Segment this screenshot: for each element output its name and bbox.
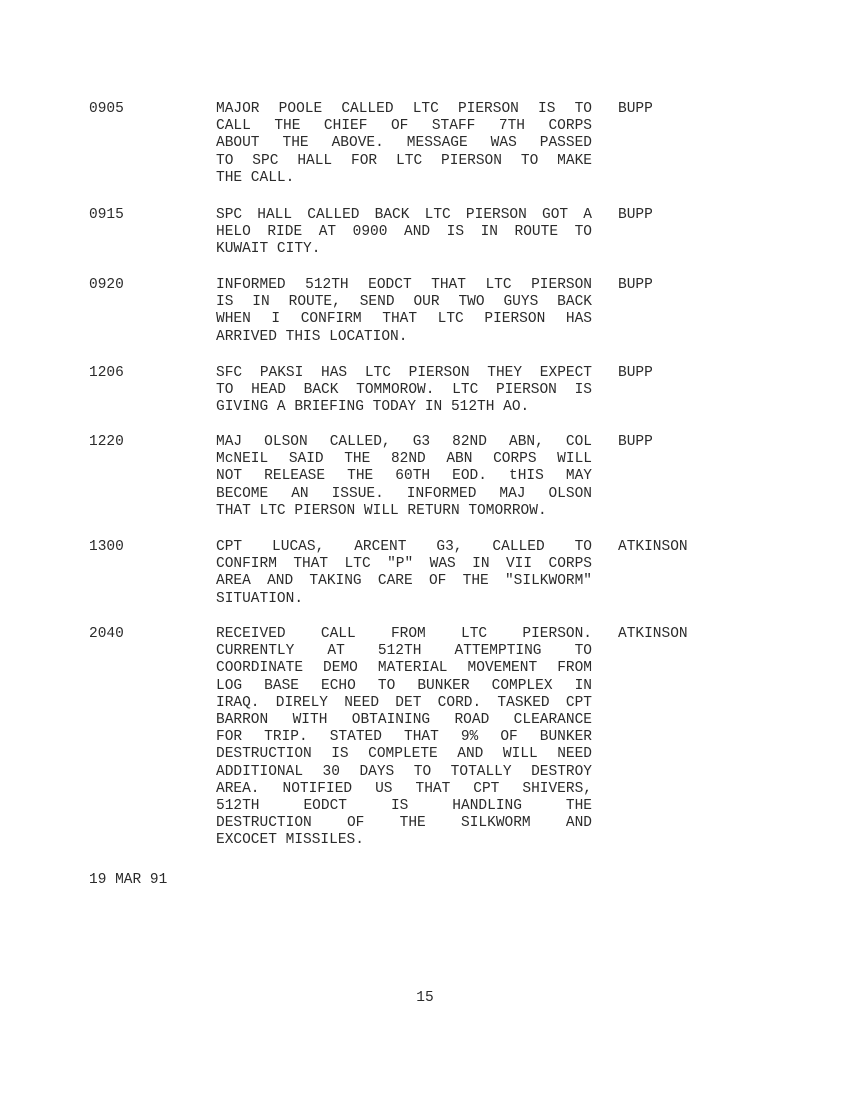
entry-line: MAJOR POOLE CALLED LTC PIERSON IS TO <box>216 101 592 117</box>
entry-line: TO SPC HALL FOR LTC PIERSON TO MAKE <box>216 152 592 169</box>
entry-line: GIVING A BRIEFING TODAY IN 512TH AO. <box>216 399 530 416</box>
entry-text <box>216 277 592 346</box>
entry-line: INFORMED 512TH EODCT THAT LTC PIERSON <box>216 277 592 293</box>
entry-line: ABOUT THE ABOVE. MESSAGE WAS PASSED <box>216 135 592 152</box>
entry-author: BUPP <box>618 365 653 381</box>
entry-line: ADDITIONAL 30 DAYS TO TOTALLY DESTROY <box>216 763 592 780</box>
entry-time: 2040 <box>89 626 124 642</box>
entry-author: BUPP <box>618 207 653 223</box>
entry-line: DESTRUCTION IS COMPLETE AND WILL NEED <box>216 746 592 763</box>
entry-line: CONFIRM THAT LTC "P" WAS IN VII CORPS <box>216 556 592 573</box>
entry-line: THE CALL. <box>216 169 295 186</box>
entry-time: 0915 <box>89 207 124 223</box>
entry-line: 512TH EODCT IS HANDLING THE <box>216 797 592 814</box>
entry-time: 1300 <box>89 539 124 555</box>
entry-line: IS IN ROUTE, SEND OUR TWO GUYS BACK <box>216 294 592 311</box>
entry-author: BUPP <box>618 101 653 117</box>
entry-author: BUPP <box>618 434 653 450</box>
entry-line: SITUATION. <box>216 590 304 607</box>
entry-text <box>216 365 592 417</box>
entry-line: EXCOCET MISSILES. <box>216 832 364 849</box>
entry-line: CALL THE CHIEF OF STAFF 7TH CORPS <box>216 118 592 135</box>
entry-line: NOT RELEASE THE 60TH EOD. tHIS MAY <box>216 468 592 485</box>
page-number: 15 <box>416 990 434 1006</box>
entry-text <box>216 207 592 259</box>
entry-line: IRAQ. DIRELY NEED DET CORD. TASKED CPT <box>216 694 592 711</box>
entry-line: BARRON WITH OBTAINING ROAD CLEARANCE <box>216 711 592 728</box>
entry-line: McNEIL SAID THE 82ND ABN CORPS WILL <box>216 451 592 468</box>
entry-time: 0905 <box>89 101 124 117</box>
entry-line: RECEIVED CALL FROM LTC PIERSON. <box>216 626 592 642</box>
entry-line: ARRIVED THIS LOCATION. <box>216 328 408 345</box>
entry-text <box>216 539 592 608</box>
entry-author: ATKINSON <box>618 626 688 642</box>
entry-line: CURRENTLY AT 512TH ATTEMPTING TO <box>216 643 592 660</box>
footer-date: 19 MAR 91 <box>89 872 168 888</box>
entry-time: 0920 <box>89 277 124 293</box>
entry-line: FOR TRIP. STATED THAT 9% OF BUNKER <box>216 729 592 746</box>
entry-line: DESTRUCTION OF THE SILKWORM AND <box>216 815 592 832</box>
entry-time: 1206 <box>89 365 124 381</box>
entry-line: KUWAIT CITY. <box>216 241 321 258</box>
entry-line: COORDINATE DEMO MATERIAL MOVEMENT FROM <box>216 660 592 677</box>
entry-line: HELO RIDE AT 0900 AND IS IN ROUTE TO <box>216 224 592 241</box>
entry-line: BECOME AN ISSUE. INFORMED MAJ OLSON <box>216 485 592 502</box>
entry-line: SPC HALL CALLED BACK LTC PIERSON GOT A <box>216 207 592 223</box>
entry-author: BUPP <box>618 277 653 293</box>
entry-line: LOG BASE ECHO TO BUNKER COMPLEX IN <box>216 677 592 694</box>
entry-line: MAJ OLSON CALLED, G3 82ND ABN, COL <box>216 434 592 450</box>
entry-line: THAT LTC PIERSON WILL RETURN TOMORROW. <box>216 502 547 519</box>
entry-line: SFC PAKSI HAS LTC PIERSON THEY EXPECT <box>216 365 592 381</box>
entry-text <box>216 626 592 849</box>
entry-author: ATKINSON <box>618 539 688 555</box>
entry-line: WHEN I CONFIRM THAT LTC PIERSON HAS <box>216 311 592 328</box>
entry-line: TO HEAD BACK TOMMOROW. LTC PIERSON IS <box>216 382 592 399</box>
entry-line: CPT LUCAS, ARCENT G3, CALLED TO <box>216 539 592 555</box>
entry-text <box>216 101 592 187</box>
entry-text <box>216 434 592 520</box>
entry-line: AREA AND TAKING CARE OF THE "SILKWORM" <box>216 573 592 590</box>
entry-line: AREA. NOTIFIED US THAT CPT SHIVERS, <box>216 780 592 797</box>
entry-time: 1220 <box>89 434 124 450</box>
